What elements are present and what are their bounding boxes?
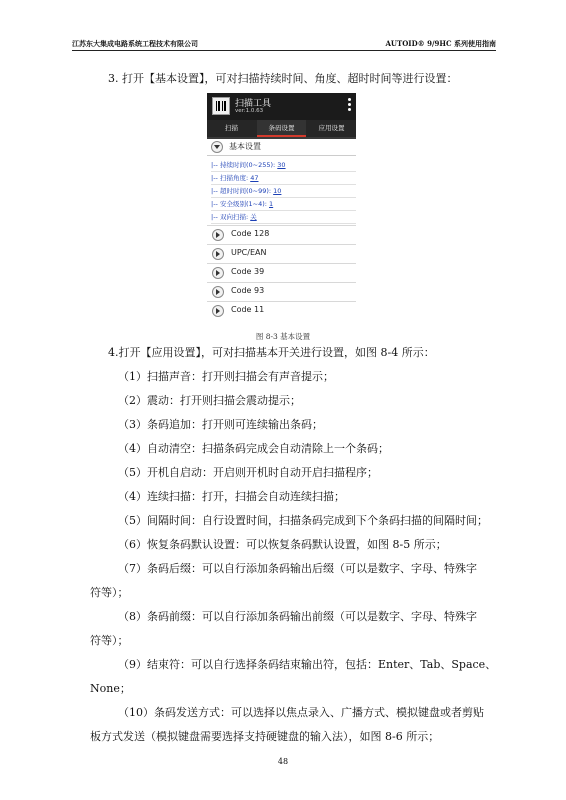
setting-label: |-- 扫描角度: xyxy=(211,174,249,182)
tab-scan[interactable]: 扫描 xyxy=(225,124,238,132)
setting-duration[interactable] xyxy=(211,159,356,172)
list-item: （5）开机自启动：开启则开机时自动开启扫描程序； xyxy=(118,466,378,479)
list-item: （8）条码前缀：可以自行添加条码输出前缀（可以是数字、字母、特殊字 xyxy=(118,610,477,623)
setting-bidirectional[interactable] xyxy=(211,211,356,224)
header-company: 江苏东大集成电路系统工程技术有限公司 xyxy=(72,39,198,48)
expand-icon xyxy=(212,305,224,317)
setting-value: 1 xyxy=(269,200,274,208)
list-item: （7）条码后缀：可以自行添加条码输出后缀（可以是数字、字母、特殊字 xyxy=(118,562,477,575)
code-row-code93[interactable] xyxy=(207,282,356,301)
expand-icon xyxy=(212,248,224,260)
figure-caption: 图 8-3 基本设置 xyxy=(255,332,311,341)
basic-settings-header[interactable] xyxy=(207,139,356,156)
list-item: （5）间隔时间：自行设置时间，扫描条码完成到下个条码扫描的间隔时间； xyxy=(118,514,488,527)
app-titlebar xyxy=(207,93,356,120)
expand-icon xyxy=(212,286,224,298)
code-label: Code 128 xyxy=(231,229,270,238)
page-header xyxy=(72,36,496,51)
list-item: （4）连续扫描：打开，扫描会自动连续扫描； xyxy=(118,490,345,503)
list-item: （10）条码发送方式：可以选择以焦点录入、广播方式、模拟键盘或者剪贴 xyxy=(118,706,484,719)
list-item: （3）条码追加：打开则可连续输出条码； xyxy=(118,418,323,431)
tab-bar xyxy=(207,120,356,139)
setting-label: |-- 安全级别(1~4): xyxy=(211,200,267,208)
step4-text: 4.打开【应用设置】，可对扫描基本开关进行设置，如图 8-4 所示： xyxy=(108,346,435,359)
list-item: （4）自动清空：扫描条码完成会自动清除上一个条码； xyxy=(118,442,389,455)
tab-app-settings[interactable]: 应用设置 xyxy=(318,124,345,132)
code-label: UPC/EAN xyxy=(231,248,267,257)
section-title: 基本设置 xyxy=(229,142,261,151)
list-item: （2）震动：打开则扫描会震动提示； xyxy=(118,394,301,407)
code-label: Code 11 xyxy=(231,305,265,314)
list-item-continued: 符等）； xyxy=(90,586,129,599)
code-row-upc-ean[interactable] xyxy=(207,244,356,263)
setting-label: |-- 持续时间(0~255): xyxy=(211,161,276,169)
barcode-icon xyxy=(212,97,230,115)
setting-angle[interactable] xyxy=(211,172,356,185)
list-item: （9）结束符：可以自行选择条码结束输出符，包括：Enter、Tab、Space、 xyxy=(118,658,497,671)
app-version: ver:1.0.63 xyxy=(235,108,264,114)
code-label: Code 39 xyxy=(231,267,265,276)
list-item-continued: None； xyxy=(90,682,131,695)
page-number: 48 xyxy=(277,757,289,766)
code-row-code128[interactable] xyxy=(207,225,356,244)
code-row-code11[interactable] xyxy=(207,301,356,320)
phone-screenshot xyxy=(207,93,356,325)
code-label: Code 93 xyxy=(231,286,265,295)
step3-text: 3. 打开【基本设置】，可对扫描持续时间、角度、超时时间等进行设置： xyxy=(108,72,458,85)
setting-security-level[interactable] xyxy=(211,198,356,211)
app-title: 扫描工具 xyxy=(235,99,272,109)
setting-value: 47 xyxy=(250,174,259,182)
tab-barcode-settings[interactable]: 条码设置 xyxy=(257,120,306,137)
list-item: （6）恢复条码默认设置：可以恢复条码默认设置，如图 8-5 所示； xyxy=(118,538,447,551)
header-title: AUTOID® 9/9HC 系列使用指南 xyxy=(385,39,496,48)
list-item-continued: 符等）； xyxy=(90,634,129,647)
setting-value: 30 xyxy=(277,161,286,169)
setting-timeout[interactable] xyxy=(211,185,356,198)
expand-icon xyxy=(212,267,224,279)
list-item-continued: 板方式发送（模拟键盘需要选择支持硬键盘的输入法），如图 8-6 所示； xyxy=(90,730,440,743)
collapse-icon xyxy=(211,141,223,153)
setting-label: |-- 双向扫描: xyxy=(211,213,249,221)
setting-label: |-- 超时时间(0~99): xyxy=(211,187,272,195)
overflow-menu-icon[interactable] xyxy=(348,98,351,114)
setting-value: 10 xyxy=(273,187,282,195)
list-item: （1）扫描声音：打开则扫描会有声音提示； xyxy=(118,370,334,383)
expand-icon xyxy=(212,229,224,241)
setting-value: 关 xyxy=(250,213,257,221)
code-row-code39[interactable] xyxy=(207,263,356,282)
